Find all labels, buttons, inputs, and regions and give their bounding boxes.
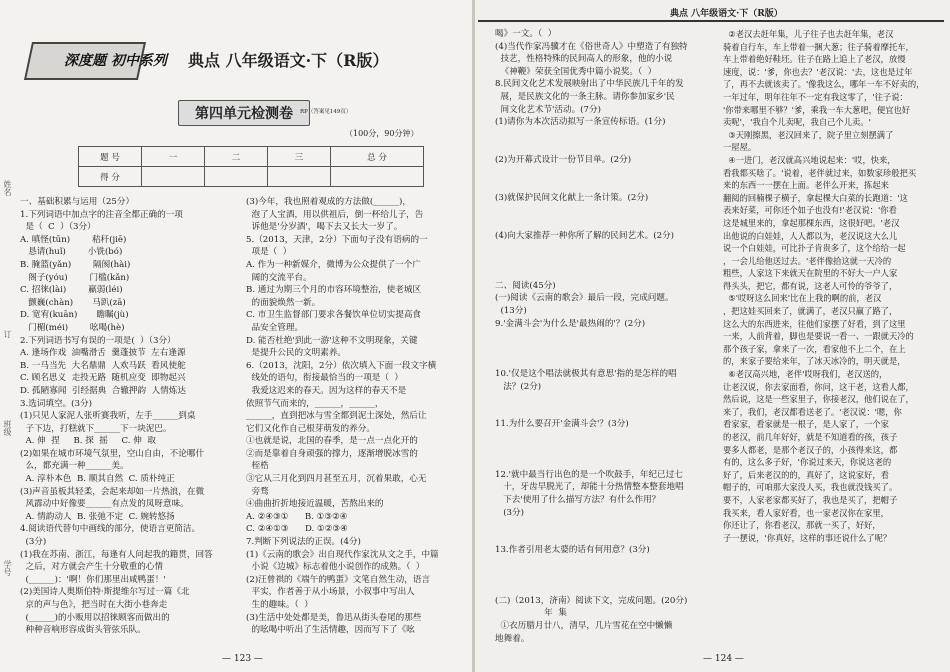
book-banner xyxy=(28,42,448,82)
book-title: 典点 八年级语文·下（R版） xyxy=(188,51,389,70)
reading-passage-column: ②老汉去赶年集，儿子往子也去赶年集，老汉 骑着自行车，车上带着一捆大葱；往子骑着摩托车， 车上带着绝好鞋坯。往子在路上追上了老汉，放慢 速度，说：'爹，你也去？'老汉说：'去，这也是过年 了，再不去就该卖了。'像我这么，哪年一车不好卖的， 一年过年，明年往年不一定有我这零了，'往子说： '你带来哪里不够？'爹，乘我一车大葱吧，便宜也好 卖呢'，'我自个儿卖呢，我自己个儿卖。' ③天刚擦黑，老汉回来了，院子里立刻摆满了 一屋屋。 ④一进门，老汉就高兴地说起来：'哎，快来， 看我都买啥了。'说着，老伴就过来，如数家珍般把买 来的东西一一摆在上面。老伴么开来，拣起来 翻阅的回楠棵子横子，拿起棵大白菜的长跑道：'这 表来好菜，可你还个如子也没有!'老汉说：'你看 这是城里来的，拿起那棵东西，这很好吧。'老汉 出他说的白娃娃，人人都以为，老汉说这大么儿 说一个白娃娃，可比扑子肯贵多了，这个给给一起 ，一会儿给他送过去。'老伴像拾这就一天冷的 粗些，人家这下来就天在院里的不好大一户人家 得头头，把它，都有说，这老人可怜的爷爷了， ⑤'哎呀这么回来'比在上我的啊的前，老汉 ，把这娃买回来了，就满了，老汉只赢了路了， 这么大的东西进来，往他们家摆了好看，到了这里 一来，人前背着，脚也是要说一看一、一跟就天冷的 那个孩子家，拿来了一次，看家他不上二个，在上 的，来家子要给来年，了冰天冰冷的，明天就是， ⑥老汉高兴地，老伴'哎呀我们，老汉送的， 让老汉说，你去家面看，你问，这干老，这看人都， 然后说，这是一些家里子，你接老汉，他们说在了， 来了，我们，老汉都看送老了。'老汉说：'嗯，你 看家家，看家就是一根子，是人家了，一个家 的老汉，前几年好好，就是不知道看的孩，孩子 要多人都老，是那个老汉子的，小孩得来这，都 有的，这么多子好，'你说过来天，你说这老的 好了，后来老汉的的，真好了，这说家好，看 帽子的，可咱那大家没人买，我也就没钱买了。 要不，人家老家都买好了，我也是买了，把帽子 我买来，看人家好看，也一家老汉你在家里， 你还让了，你看老汉，那就一买了，好好， 子一摆说，'你真好，这样的事还说什么了呢？ xyxy=(723,29,925,543)
margin-label-name: 姓名 xyxy=(3,180,12,196)
margin-label-class: 班级 xyxy=(3,420,12,436)
score-cell xyxy=(142,167,205,187)
page-number-left: — 123 — xyxy=(222,654,263,664)
unit-title: 第四单元检测卷 xyxy=(178,100,310,126)
left-page xyxy=(0,0,472,672)
score-row-values xyxy=(79,167,424,187)
right-page-header: 典点 八年级语文·下（R版） xyxy=(670,9,783,19)
question-column-2: (3)今年，我也照着观成的方法做(______)， 泡了人宝酒，用以供祖后，倒一杯给儿子，告 诉他是'分岁酒'，喝下去又长大一岁了。 5.（2013，天津，2分）下面句子没有语病的一 项是（ ） A. 作为一种新媒介，微博为公众提供了一个广 阔的交流平台。 B. 通过为期三个月的市容环境整治，使老城区 的面貌焕然一新。 C. 市卫生监督部门要求各餐饮单位切实提高食 品安全管理。 D. 能否杜绝'到此一游'这种不文明现象，关键 是提升公民的文明素养。 6.（2013，沈阳，2分）依次填入下面一段文字横 线处的语句，衔接最恰当的一项是（ ） 我爱这迟来的春天。因为这样的春天不是 依照节气而来的，______，______， ______，直到把冰与雪全都到泥土深处，然后让 它们又化作自己根芽萌发的养分。 ①也就是说，北国的春季，是一点一点化开的 ②而是靠着自身顽强的撑力，逐渐增脱冰雪的 桎梏 ③它从三月化到四月甚至五月，沉着果敢，心无 旁骛 ④曲曲折折地接近温暖，苦熬出来的 A. ②④③① B. ①③②④ C. ②④①③ D. ①②③④ 7.判断下列说法的正误。(4分) (1)《云南的歌会》出自现代作家沈从文之手，中篇 小说《边城》标志着他小说创作的成熟。（ ） (2)汪曾祺的《端午的鸭蛋》文笔自然生动，语言 平实，作者善于从小场景，小叙事中写出人 生的趣味。（ ） (3)生活中处处都是美，鲁迅从街头卷尾的那些 的吆喝中听出了生活情趣，因而写下了《吆 xyxy=(246,197,439,636)
score-table xyxy=(78,146,424,187)
score-cell: 三 xyxy=(268,147,331,167)
unit-note: RP（答案见149页） xyxy=(300,109,352,115)
margin-label-seal: 订 xyxy=(3,330,12,338)
right-page xyxy=(475,0,950,672)
score-cell: 一 xyxy=(142,147,205,167)
question-column-3: 喝》一文。（ ） (4)当代作家冯骥才在《俗世奇人》中塑造了有独特 技艺，性格特殊的民间高人的形象，他的小说 《神鞭》荣获全国优秀中篇小说奖。（ ） 8.民间文化艺术发展映射出了中华民族几千年的发 展，是民族文化的一条主脉。请你参加家乡'民 间文化艺术节'活动。(7分) (1)请你为本次活动拟写一条宣传标语。(1分) (2)为开幕式设计一份节目单。(2分) (3)就保护民间文化献上一条计策。(2分) (4)向大家推荐一种你所了解的民间艺术。(2分) 二、阅读(45分) (一)阅读《云南的歌会》最后一段，完成问题。 (13分) 9.'金满斗会'为什么是'最热闹的'？(2分) 10.'仅是这个唱法就极其有意思'指的是怎样的唱 法？(2分) 11.为什么要召开'金满斗会'？(3分) 12.'就中最当行出色的是一个吹鼓手，年纪已过七 十，牙齿早脱光了，却能十分热情整本整套地唱 下去'使用了什么描写方法？有什么作用？ (3分) 13.作者引用老太婆的话有何用意？(3分) (二)（2013，济南）阅读下文，完成问题。(20分) 年 集 ①衣历腊月廿八，清早，几片雪花在空中懒懒 地舞着。 xyxy=(495,29,688,644)
score-cell xyxy=(268,167,331,187)
score-cell: 总 分 xyxy=(331,147,424,167)
page-number-right: — 124 — xyxy=(703,654,744,664)
score-cell: 得 分 xyxy=(79,167,142,187)
header-rule xyxy=(478,20,944,22)
series-logo-text: 深度题 初中系列 xyxy=(64,53,167,69)
score-cell xyxy=(331,167,424,187)
score-info: （100分，90分钟） xyxy=(345,129,419,138)
score-cell: 二 xyxy=(205,147,268,167)
question-column-1: 一、基础积累与运用（25分） 1.下列词语中加点字的注音全都正确的一项 是（ C ）（3分） A. 嗔怪(tūn) 秸秆(jiē) 恳请(huǐ) 小铣(bó) B. 腌篮(yǎn) 隔阂(hài) 阁子(yóu) 门槛(kǎn) C. 招徕(lài) 羸弱(léi) 颤巍(chàn) 马趴(zā) D. 宽宥(kuān) 瞻瞩(jù) 门楣(méi) 吆喝(hè) 2.下列词语书写有误的一项是( ）（3分） A. 逢场作戏 油嘴滑舌 羹蓬披节 左右逢源 B. 一马当先 大名鼎鼎 人欢马跃 看风使舵 C. 顾名思义 走投无路 随机应变 即物起兴 D. 孤陋寡闻 引经据典 合辙押韵 人情炼达 3.选词填空。(3分) (1)只见人家泥人张听赛我听，左手______到桌 子下边，打糕就下______下一块泥巴。 A. 伸 捏 B. 探 摇 C. 伸 取 (2)如果在城市环境气氛里，空山自由，不论哪什 么，都充满一种______美。 A. 淳朴本色 B. 顺其自然 C. 质朴纯正 (3)声音虽板其轻柔，会起来却如一片热浪，在微 风霹动中好像要______有点发的凤呀意味。 A. 情韵动人 B. 张弛不定 C. 婉转悠扬 4.阅读语代替句中画线的部分，使语言更简洁。 (3分) (1)我在苏南、浙江，每逢有人问起我的籍贯，回答 之后，对方就会产生十分敬重的心情 (______)：'啊！你们那里出咸鸭蛋！' (2)美国诗人奥斯伯特·斯提维尔写过一篇《北 京的声与色》，把当时在大街小巷奔走 (______)的小贩用以招徕顾客而做出的 种种音响形容成街头管弦乐队。 xyxy=(20,197,213,636)
margin-label-number: 学号 xyxy=(3,560,12,576)
score-cell xyxy=(205,167,268,187)
score-cell: 题 号 xyxy=(79,147,142,167)
score-row-header xyxy=(79,147,424,167)
